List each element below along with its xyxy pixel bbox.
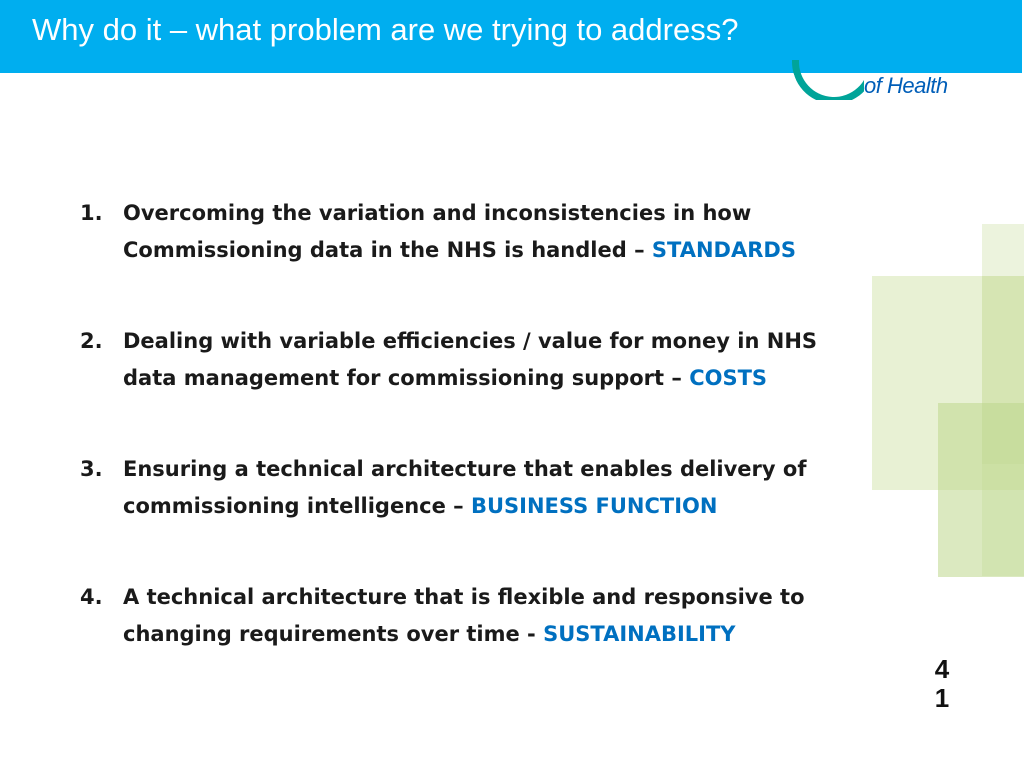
item-number: 3. bbox=[80, 457, 103, 481]
item-number: 2. bbox=[80, 329, 103, 353]
logo-arc-icon bbox=[784, 60, 864, 100]
item-text: Dealing with variable efficiencies / value for money in NHS bbox=[123, 329, 818, 353]
item-text: data management for commissioning support – bbox=[123, 366, 690, 390]
item-highlight: SUSTAINABILITY bbox=[543, 622, 736, 646]
item-text: Ensuring a technical architecture that enables delivery of bbox=[123, 457, 807, 481]
slide-title: Why do it – what problem are we trying to address? bbox=[32, 12, 739, 47]
title-bar bbox=[0, 0, 1024, 73]
item-number: 4. bbox=[80, 585, 103, 609]
item-text: commissioning intelligence – bbox=[123, 494, 471, 518]
page-number bbox=[930, 655, 954, 713]
list-item bbox=[80, 451, 900, 525]
list-item bbox=[80, 323, 900, 397]
logo-text: of Health bbox=[864, 73, 948, 98]
item-highlight: BUSINESS FUNCTION bbox=[470, 494, 718, 518]
item-text: changing requirements over time - bbox=[123, 622, 544, 646]
item-highlight: STANDARDS bbox=[651, 238, 796, 262]
page-number-digit: 4 bbox=[934, 654, 950, 684]
item-number: 1. bbox=[80, 201, 103, 225]
item-text: Overcoming the variation and inconsistencies in how bbox=[123, 201, 752, 225]
item-text: Commissioning data in the NHS is handled – bbox=[123, 238, 652, 262]
decorative-square bbox=[938, 403, 1024, 577]
page-number-digit: 1 bbox=[934, 683, 950, 713]
item-text: A technical architecture that is flexible and responsive to bbox=[123, 585, 805, 609]
item-highlight: COSTS bbox=[689, 366, 768, 390]
list-item bbox=[80, 579, 900, 653]
list-item bbox=[80, 195, 900, 269]
problem-list bbox=[80, 195, 900, 707]
